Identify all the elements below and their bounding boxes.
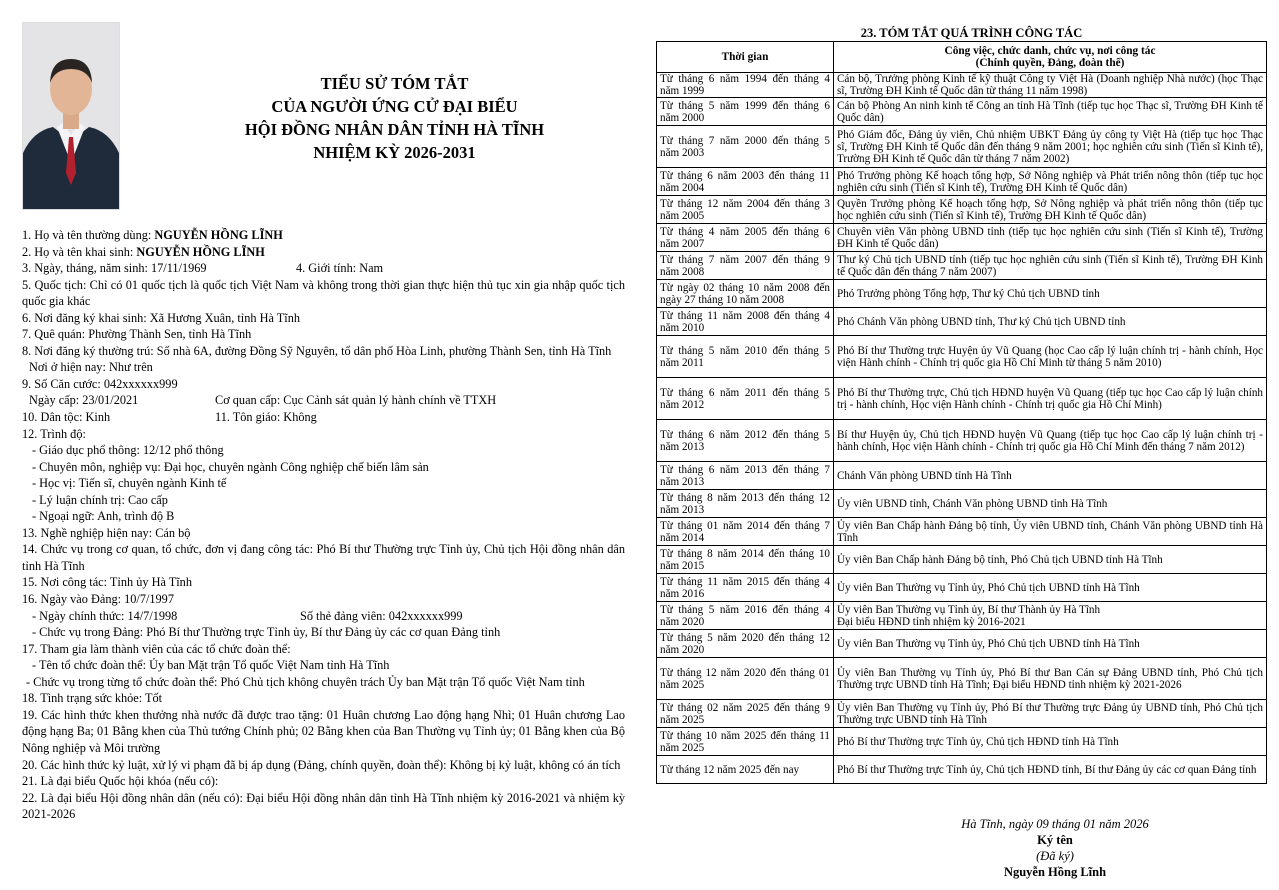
value: NGUYỄN HỒNG LĨNH (136, 244, 265, 259)
career-title: 23. TÓM TẮT QUÁ TRÌNH CÔNG TÁC (860, 26, 1083, 40)
info-ethnicity: 10. Dân tộc: Kinh (22, 410, 111, 425)
label: 1. Họ và tên thường dùng: (22, 228, 155, 242)
row-time: Từ tháng 7 năm 2000 đến tháng 5 năm 2003 (657, 126, 834, 168)
title-line-1: TIỂU SỬ TÓM TẮT (320, 74, 469, 93)
row-time: Từ ngày 02 tháng 10 năm 2008 đến ngày 27 tháng 10 năm 2008 (657, 280, 834, 308)
info-education-political: - Lý luận chính trị: Cao cấp (32, 492, 168, 507)
row-job: Thư ký Chủ tịch UBND tỉnh (tiếp tục học nghiên cứu sinh (Tiến sĩ Kinh tế), Trường ĐH Kinh tế Quốc dân đến tháng 7 năm 2007) (834, 252, 1267, 280)
row-time: Từ tháng 12 năm 2020 đến tháng 01 năm 2025 (657, 658, 834, 700)
info-dob: 3. Ngày, tháng, năm sinh: 17/11/1969 (22, 261, 207, 276)
row-job: Phó Chánh Văn phòng UBND tỉnh, Thư ký Chủ tịch UBND tỉnh (834, 308, 1267, 336)
label: 2. Họ và tên khai sinh: (22, 244, 137, 259)
table-row (657, 196, 1267, 224)
row-job: Chuyên viên Văn phòng UBND tỉnh (tiếp tục học nghiên cứu sinh (Tiến sĩ Kinh tế), Trường ĐH Kinh tế Quốc dân) (834, 224, 1267, 252)
career-table-body (657, 73, 1267, 784)
title-line-3: HỘI ĐỒNG NHÂN DÂN TỈNH HÀ TĨNH (244, 120, 545, 139)
title-line-4: NHIỆM KỲ 2026-2031 (313, 143, 476, 162)
info-education-degree: - Học vị: Tiến sĩ, chuyên ngành Kinh tế (32, 476, 227, 491)
row-job: Phó Bí thư Thường trực Tỉnh ủy, Chủ tịch HĐND tỉnh, Bí thư Đảng ủy các cơ quan Đảng tỉnh (834, 756, 1267, 784)
info-dob-gender (22, 260, 625, 277)
table-row (657, 602, 1267, 630)
row-time: Từ tháng 5 năm 2010 đến tháng 5 năm 2011 (657, 336, 834, 378)
table-row (657, 73, 1267, 98)
table-row (657, 420, 1267, 462)
row-job: Phó Trưởng phòng Kế hoạch tổng hợp, Sở Nông nghiệp và Phát triển nông thôn (tiếp tục học nghiên cứu sinh (Tiến sĩ Kinh tế), Trường ĐH Kinh tế Quốc dân) (834, 168, 1267, 196)
row-time: Từ tháng 11 năm 2015 đến tháng 4 năm 2016 (657, 574, 834, 602)
career-summary (656, 25, 1267, 784)
table-row (657, 462, 1267, 490)
row-time: Từ tháng 8 năm 2014 đến tháng 10 năm 2015 (657, 546, 834, 574)
row-job: Ủy viên Ban Thường vụ Tỉnh ủy, Phó Bí thư Thường trực Đảng ủy UBND tỉnh, Phó Chủ tịch Thường trực UBND tỉnh Hà Tĩnh (834, 700, 1267, 728)
row-job: Phó Bí thư Thường trực Huyện ủy Vũ Quang (học Cao cấp lý luận chính trị - hành chính, Học viện Hành chính - Chính trị quốc gia Hồ Chí Minh từ tháng 5 năm 2010) (834, 336, 1267, 378)
personal-info (22, 227, 625, 823)
info-id-number: 9. Số Căn cước: 042xxxxxx999 (22, 376, 178, 391)
row-time: Từ tháng 6 năm 2011 đến tháng 5 năm 2012 (657, 378, 834, 420)
info-id-issue (22, 392, 625, 409)
info-common-name (22, 227, 625, 244)
row-job: Ủy viên UBND tỉnh, Chánh Văn phòng UBND tỉnh Hà Tĩnh (834, 490, 1267, 518)
row-time: Từ tháng 8 năm 2013 đến tháng 12 năm 2013 (657, 490, 834, 518)
info-ethnicity-religion (22, 409, 625, 426)
info-occupation: 13. Nghề nghiệp hiện nay: Cán bộ (22, 525, 191, 540)
info-awards: 19. Các hình thức khen thưởng nhà nước đã được trao tặng: 01 Huân chương Lao động hạng Nhì; 01 Huân chương Lao động hạng Ba; 01 Bằng khen của Thủ tướng Chính phủ; 02 Bằng khen của Ban Thường vụ Tỉnh ủy; 01 Bằng khen của Bộ Nông nghiệp và Môi trường (22, 707, 625, 755)
table-row (657, 700, 1267, 728)
row-job: Ủy viên Ban Thường vụ Tỉnh ủy, Phó Bí thư Ban Cán sự Đảng UBND tỉnh, Phó Chủ tịch Thường trực UBND tỉnh Hà Tĩnh; Đại biểu HĐND tỉnh nhiệm kỳ 2021-2026 (834, 658, 1267, 700)
row-time: Từ tháng 6 năm 2013 đến tháng 7 năm 2013 (657, 462, 834, 490)
row-time: Từ tháng 4 năm 2005 đến tháng 6 năm 2007 (657, 224, 834, 252)
signature-signed: (Đã ký) (1036, 849, 1074, 863)
info-permanent-residence: 8. Nơi đăng ký thường trú: Số nhà 6A, đường Đồng Sỹ Nguyên, tổ dân phố Hòa Linh, phường Thành Sen, tỉnh Hà Tĩnh (22, 343, 612, 358)
document-title (142, 72, 647, 164)
title-line-2: CỦA NGƯỜI ỨNG CỬ ĐẠI BIỂU (271, 97, 518, 116)
info-education: 12. Trình độ: (22, 426, 86, 441)
info-nationality: 5. Quốc tịch: Chỉ có 01 quốc tịch là quốc tịch Việt Nam và không trong thời gian thực hiện thủ tục xin gia nhập quốc tịch quốc gia khác (22, 277, 625, 309)
info-gender: 4. Giới tính: Nam (296, 261, 384, 276)
row-time: Từ tháng 02 năm 2025 đến tháng 9 năm 2025 (657, 700, 834, 728)
info-religion: 11. Tôn giáo: Không (215, 410, 317, 425)
row-job: Phó Bí thư Thường trực, Chủ tịch HĐND huyện Vũ Quang (tiếp tục học Cao cấp lý luận chính trị - hành chính, Học viện Hành chính - Chính trị quốc gia Hồ Chí Minh) (834, 378, 1267, 420)
row-time: Từ tháng 5 năm 2016 đến tháng 4 năm 2020 (657, 602, 834, 630)
signature-date: Hà Tĩnh, ngày 09 tháng 01 năm 2026 (961, 817, 1149, 831)
row-time: Từ tháng 7 năm 2007 đến tháng 9 năm 2008 (657, 252, 834, 280)
info-organizations: 17. Tham gia làm thành viên của các tổ chức đoàn thể: (22, 641, 291, 656)
row-job: Phó Giám đốc, Đảng ủy viên, Chủ nhiệm UBKT Đảng ủy công ty Việt Hà (tiếp tục học Thạc sĩ, Trường ĐH Kinh tế Quốc dân đến tháng 9 năm 2001; học nghiên cứu sinh (Tiến sĩ Kinh tế), Trường ĐH Kinh tế Quốc dân từ tháng 7 năm 2002) (834, 126, 1267, 168)
row-job: Ủy viên Ban Thường vụ Tỉnh ủy, Bí thư Thành ủy Hà Tĩnh Đại biểu HĐND tỉnh nhiệm kỳ 2016-2021 (834, 602, 1267, 630)
table-row (657, 168, 1267, 196)
row-job: Cán bộ Phòng An ninh kinh tế Công an tỉnh Hà Tĩnh (tiếp tục học Thạc sĩ, Trường ĐH Kinh tế Quốc dân) (834, 98, 1267, 126)
info-party-join-date: 16. Ngày vào Đảng: 10/7/1997 (22, 592, 174, 607)
portrait-image (23, 23, 119, 209)
career-table (656, 41, 1267, 784)
table-row (657, 574, 1267, 602)
header-job-line-1: Công việc, chức danh, chức vụ, nơi công tác (944, 44, 1156, 57)
table-row (657, 98, 1267, 126)
table-row (657, 518, 1267, 546)
row-time: Từ tháng 10 năm 2025 đến tháng 11 năm 2025 (657, 728, 834, 756)
row-time: Từ tháng 6 năm 2012 đến tháng 5 năm 2013 (657, 420, 834, 462)
header-job (834, 42, 1267, 73)
info-education-language: - Ngoại ngữ: Anh, trình độ B (32, 509, 175, 524)
header-job-line-2: (Chính quyền, Đảng, đoàn thể) (975, 57, 1125, 69)
row-time: Từ tháng 5 năm 2020 đến tháng 12 năm 2020 (657, 630, 834, 658)
info-education-general: - Giáo dục phổ thông: 12/12 phổ thông (32, 443, 224, 458)
info-party-official-date: - Ngày chính thức: 14/7/1998 (32, 608, 178, 623)
value: NGUYỄN HỒNG LĨNH (154, 228, 283, 242)
info-hometown: 7. Quê quán: Phường Thành Sen, tỉnh Hà Tĩnh (22, 327, 252, 342)
info-discipline: 20. Các hình thức kỷ luật, xử lý vi phạm đã bị áp dụng (Đảng, chính quyền, đoàn thể): Không bị kỷ luật, không có án tích (22, 757, 621, 772)
row-job: Ủy viên Ban Thường vụ Tỉnh ủy, Phó Chủ tịch UBND tỉnh Hà Tĩnh (834, 630, 1267, 658)
row-job: Quyền Trưởng phòng Kế hoạch tổng hợp, Sở Nông nghiệp và phát triển nông thôn (tiếp tục học nghiên cứu sinh (Tiến sĩ Kinh tế), Trường ĐH Kinh tế Quốc dân) (834, 196, 1267, 224)
table-row (657, 630, 1267, 658)
table-row (657, 658, 1267, 700)
career-table-header (657, 42, 1267, 73)
info-workplace: 15. Nơi công tác: Tỉnh ủy Hà Tĩnh (22, 575, 192, 590)
table-row (657, 336, 1267, 378)
row-time: Từ tháng 5 năm 1999 đến tháng 6 năm 2000 (657, 98, 834, 126)
table-row (657, 378, 1267, 420)
info-organization-name: - Tên tổ chức đoàn thể: Ủy ban Mặt trận Tổ quốc Việt Nam tỉnh Hà Tĩnh (32, 658, 390, 673)
info-party-position: - Chức vụ trong Đảng: Phó Bí thư Thường trực Tỉnh ủy, Bí thư Đảng ủy các cơ quan Đảng tỉnh (32, 625, 501, 640)
table-row (657, 126, 1267, 168)
table-row (657, 490, 1267, 518)
info-organization-role: - Chức vụ trong từng tổ chức đoàn thể: Phó Chủ tịch không chuyên trách Ủy ban Mặt trận Tổ quốc Việt Nam tỉnh (26, 674, 585, 689)
info-peoples-council: 22. Là đại biểu Hội đồng nhân dân (nếu có): Đại biểu Hội đồng nhân dân tỉnh Hà Tĩnh nhiệm kỳ 2016-2021 và nhiệm kỳ 2021-2026 (22, 790, 625, 822)
row-job: Cán bộ, Trưởng phòng Kinh tế kỹ thuật Công ty Việt Hà (Doanh nghiệp Nhà nước) (học Thạc sĩ, Trường ĐH Kinh tế Quốc dân từ tháng 11 năm 1998) (834, 73, 1267, 98)
signature-block (840, 816, 1270, 880)
info-party-official (22, 608, 625, 625)
row-time: Từ tháng 01 năm 2014 đến tháng 7 năm 2014 (657, 518, 834, 546)
row-time: Từ tháng 11 năm 2008 đến tháng 4 năm 2010 (657, 308, 834, 336)
signature-name: Nguyễn Hồng Lĩnh (1003, 865, 1107, 879)
row-job: Ủy viên Ban Thường vụ Tỉnh ủy, Phó Chủ tịch UBND tỉnh Hà Tĩnh (834, 574, 1267, 602)
info-birth-registration: 6. Nơi đăng ký khai sinh: Xã Hương Xuân, tỉnh Hà Tĩnh (22, 310, 300, 325)
row-job: Ủy viên Ban Chấp hành Đảng bộ tỉnh, Phó Chủ tịch UBND tỉnh Hà Tĩnh (834, 546, 1267, 574)
info-health: 18. Tình trạng sức khỏe: Tốt (22, 691, 163, 706)
row-time: Từ tháng 12 năm 2004 đến tháng 3 năm 2005 (657, 196, 834, 224)
info-national-assembly: 21. Là đại biểu Quốc hội khóa (nếu có): (22, 774, 219, 789)
row-job: Bí thư Huyện ủy, Chủ tịch HĐND huyện Vũ Quang (tiếp tục học Cao cấp lý luận chính trị - hành chính, Học viện Hành chính - Chính trị quốc gia Hồ Chí Minh đến tháng 7 năm 2012) (834, 420, 1267, 462)
info-birth-name (22, 244, 625, 261)
info-id-date: Ngày cấp: 23/01/2021 (29, 393, 139, 408)
row-time: Từ tháng 6 năm 1994 đến tháng 4 năm 1999 (657, 73, 834, 98)
row-time: Từ tháng 12 năm 2025 đến nay (657, 756, 834, 784)
row-time: Từ tháng 6 năm 2003 đến tháng 11 năm 2004 (657, 168, 834, 196)
row-job: Phó Bí thư Thường trực Tỉnh ủy, Chủ tịch HĐND tỉnh Hà Tĩnh (834, 728, 1267, 756)
table-row (657, 308, 1267, 336)
table-row (657, 756, 1267, 784)
table-row (657, 728, 1267, 756)
table-row (657, 280, 1267, 308)
table-row (657, 546, 1267, 574)
signature-label: Ký tên (1037, 833, 1073, 847)
row-job: Chánh Văn phòng UBND tỉnh Hà Tĩnh (834, 462, 1267, 490)
header-time: Thời gian (657, 42, 834, 73)
info-position: 14. Chức vụ trong cơ quan, tổ chức, đơn vị đang công tác: Phó Bí thư Thường trực Tỉnh ủy, Chủ tịch Hội đồng nhân dân tỉnh Hà Tĩnh (22, 542, 625, 573)
info-current-residence: Nơi ở hiện nay: Như trên (29, 360, 153, 375)
row-job: Ủy viên Ban Chấp hành Đảng bộ tỉnh, Ủy viên UBND tỉnh, Chánh Văn phòng UBND tỉnh Hà Tĩnh (834, 518, 1267, 546)
row-job: Phó Trưởng phòng Tổng hợp, Thư ký Chủ tịch UBND tỉnh (834, 280, 1267, 308)
table-row (657, 224, 1267, 252)
info-education-professional: - Chuyên môn, nghiệp vụ: Đại học, chuyên ngành Công nghiệp chế biến lâm sản (32, 459, 429, 474)
info-party-card: Số thẻ đảng viên: 042xxxxxx999 (300, 608, 463, 623)
info-id-authority: Cơ quan cấp: Cục Cảnh sát quản lý hành chính về TTXH (215, 393, 497, 408)
candidate-portrait (22, 22, 120, 210)
table-row (657, 252, 1267, 280)
